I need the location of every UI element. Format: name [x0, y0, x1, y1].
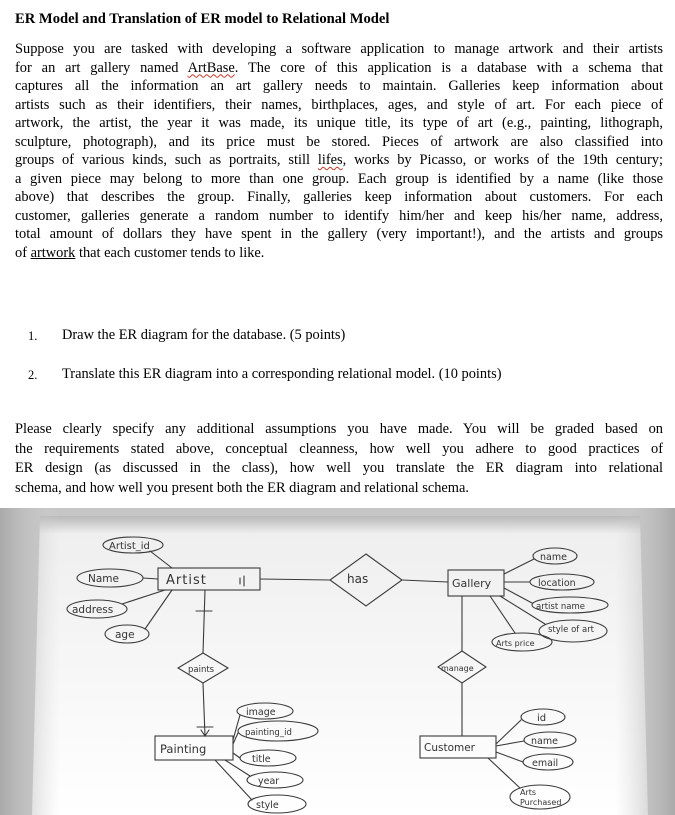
instructions-line: Please clearly specify any additional assumptions you have made. You will be graded based on [15, 421, 663, 437]
text-segment: of [15, 244, 31, 261]
instructions-line: schema, and how well you present both the ER diagram and relational schema. [15, 479, 469, 496]
handwritten-er-diagram [0, 508, 675, 815]
task-list [28, 326, 502, 404]
customer-label: Customer [424, 742, 476, 754]
customer-id-label: id [537, 713, 547, 724]
spellcheck-flagged-word: lifes [317, 152, 343, 168]
task-item [28, 326, 502, 365]
manage-label: manage [441, 664, 474, 673]
description-line [15, 188, 663, 207]
instructions-line: the requirements stated above, conceptual cleanness, how well you adhere to good practices of [15, 440, 663, 457]
text-segment: artwork, the artist, the year it was made, its unique title, its type of art (e.g., painting, lithograph, [15, 115, 663, 131]
location-label: location [538, 578, 576, 589]
title-label: title [252, 754, 271, 765]
description-line [15, 207, 663, 226]
problem-description [15, 40, 663, 262]
artist-label: Artist [166, 573, 207, 588]
gallery-label: Gallery [452, 577, 492, 590]
text-segment: total amount of dollars they have spent in the gallery (very important!), and the artists and groups [15, 226, 663, 242]
task-text: Draw the ER diagram for the database. (5 points) [62, 327, 346, 343]
description-line [15, 40, 663, 59]
text-segment: groups of various kinds, such as portraits, still [15, 152, 318, 168]
text-segment: sculpture, photograph), and its price must be stored. Pieces of artwork are also classified into [15, 133, 663, 150]
description-line [15, 77, 663, 96]
paints-label: paints [188, 665, 215, 675]
email-label: email [532, 758, 559, 769]
image-label: image [246, 707, 276, 718]
grading-instructions [15, 420, 663, 498]
instructions-line: ER design (as discussed in the class), how well you translate the ER diagram into relational [15, 460, 663, 476]
underlined-word: artwork [30, 244, 76, 261]
text-segment: above) that describes the group. Finally, galleries keep information about customers. For each [15, 189, 663, 205]
task-item [28, 365, 502, 404]
text-segment: for an art gallery named [15, 59, 188, 76]
task-number: 1. [28, 329, 38, 343]
name-label: Name [88, 573, 119, 585]
er-sketch-svg [0, 508, 675, 815]
age-label: age [115, 629, 135, 641]
page-title: ER Model and Translation of ER model to Relational Model [15, 11, 390, 27]
description-line [15, 114, 663, 133]
customer-name-label: name [531, 736, 558, 747]
text-segment: artists such as their identifiers, their names, birthplaces, ages, and style of art. For each piece of [15, 96, 663, 113]
text-segment: Suppose you are tasked with developing a software application to manage artwork and their artists [15, 41, 663, 57]
arts-price-label: Arts price [496, 639, 535, 648]
spellcheck-flagged-word: ArtBase [187, 59, 235, 76]
description-line [15, 170, 663, 189]
address-label: address [72, 604, 114, 616]
artist-name-label: artist name [536, 602, 585, 612]
description-line [15, 151, 663, 170]
text-segment: that each customer tends to like. [75, 244, 265, 261]
arts-purchased-label: Purchased [520, 798, 562, 807]
description-line [15, 225, 663, 244]
task-text: Translate this ER diagram into a corresponding relational model. (10 points) [62, 366, 502, 382]
task-number: 2. [28, 368, 38, 382]
painting-id-label: painting_id [245, 728, 292, 738]
year-label: year [258, 776, 280, 787]
text-segment: . The core of this application is a database with a schema that [234, 59, 663, 76]
description-line [15, 59, 663, 78]
text-segment: customer, galleries generate a random number to identify him/her and keep his/her name, address, [15, 207, 663, 224]
style-of-art-label: style of art [548, 625, 595, 635]
description-line [15, 244, 663, 263]
text-segment: captures all the information an art gallery needs to maintain. Galleries keep information about [15, 78, 663, 94]
painting-label: Painting [160, 742, 207, 756]
gallery-name-label: name [540, 552, 567, 563]
has-label: has [347, 572, 369, 586]
style-label: style [256, 800, 279, 811]
arts-purchased-label: Arts [520, 788, 537, 797]
description-line [15, 133, 663, 152]
text-segment: a given piece may belong to more than one group. Each group is identified by a name (like those [15, 170, 663, 187]
text-segment: , works by Picasso, or works of the 19th century; [342, 152, 663, 168]
description-line [15, 96, 663, 115]
artist-id-label: Artist_id [109, 541, 150, 552]
